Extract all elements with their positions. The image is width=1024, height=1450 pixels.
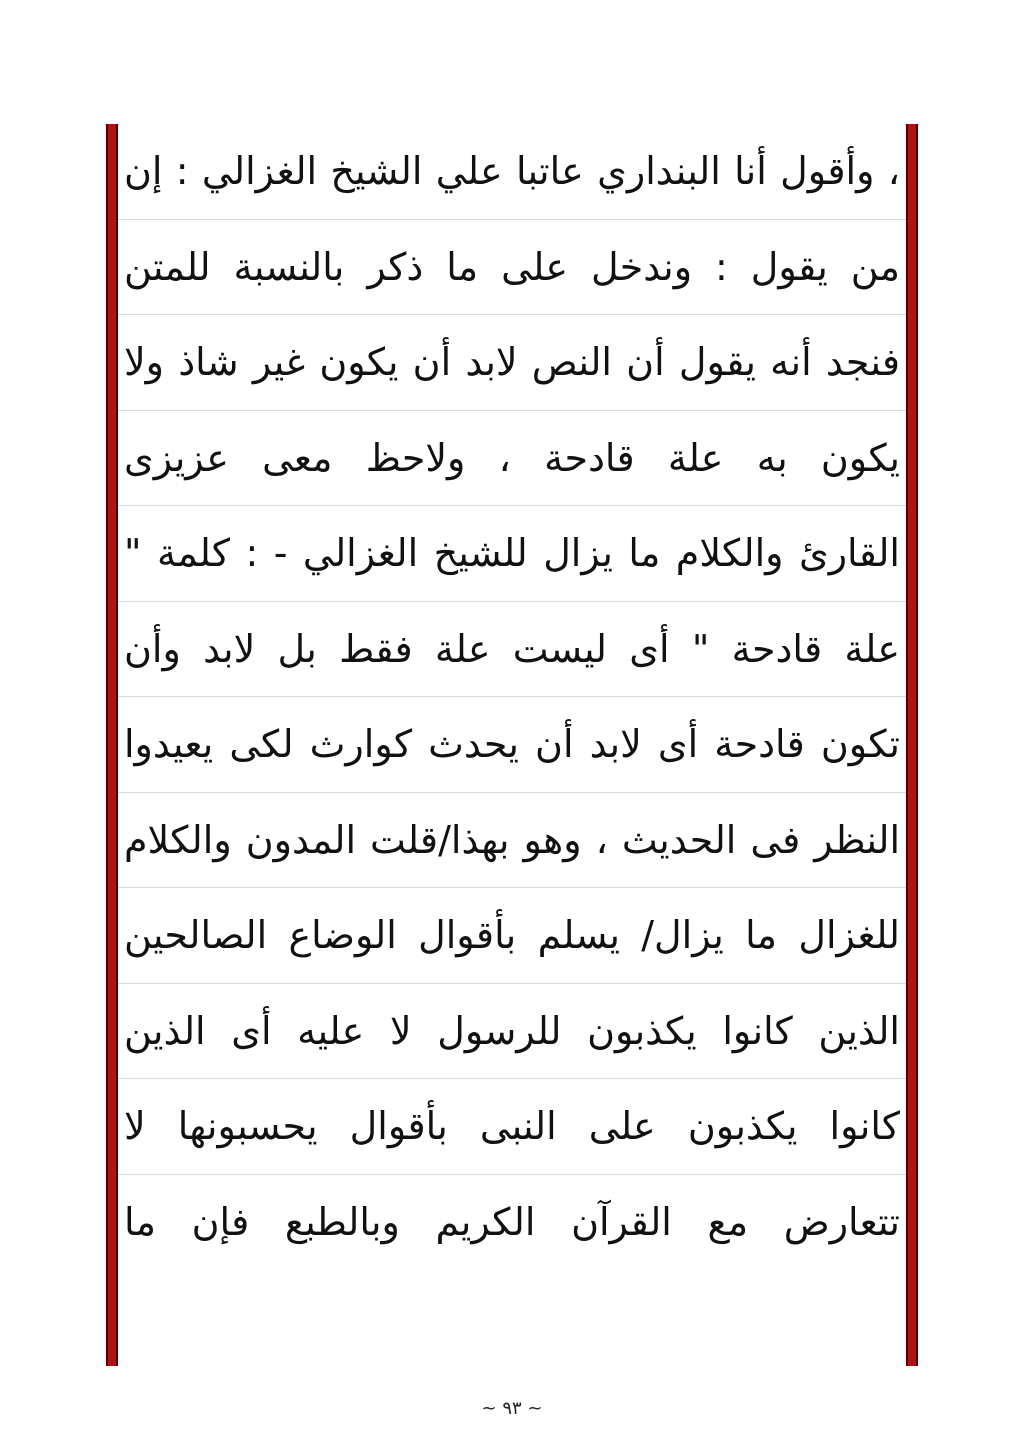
text-line-7: تكون قادحة أى لابد أن يحدث كوارث لكى يعيدوا [118, 697, 906, 793]
page-frame [106, 124, 918, 1366]
left-red-border [106, 124, 118, 1366]
text-line-9: للغزال ما يزال/ يسلم بأقوال الوضاع الصالحين [118, 888, 906, 984]
text-line-4: يكون به علة قادحة ، ولاحظ معى عزيزى [118, 411, 906, 507]
text-line-2: من يقول : وندخل على ما ذكر بالنسبة للمتن [118, 220, 906, 316]
text-line-3: فنجد أنه يقول أن النص لابد أن يكون غير شاذ ولا [118, 315, 906, 411]
text-line-1: ، وأقول أنا البنداري عاتبا علي الشيخ الغزالي : إن [118, 124, 906, 220]
text-line-10: الذين كانوا يكذبون للرسول لا عليه أى الذين [118, 984, 906, 1080]
text-line-12: تتعارض مع القرآن الكريم وبالطبع فإن ما [124, 1200, 900, 1245]
text-body [118, 124, 906, 1366]
right-red-border [906, 124, 918, 1366]
text-line-5: القارئ والكلام ما يزال للشيخ الغزالي - : كلمة " [118, 506, 906, 602]
page-number: ~ ٩٣ ~ [481, 1398, 543, 1419]
text-line-6: علة قادحة " أى ليست علة فقط بل لابد وأن [118, 602, 906, 698]
text-line-11: كانوا يكذبون على النبى بأقوال يحسبونها لا [118, 1079, 906, 1175]
text-line-8: النظر فى الحديث ، وهو بهذا/قلت المدون والكلام [118, 793, 906, 889]
